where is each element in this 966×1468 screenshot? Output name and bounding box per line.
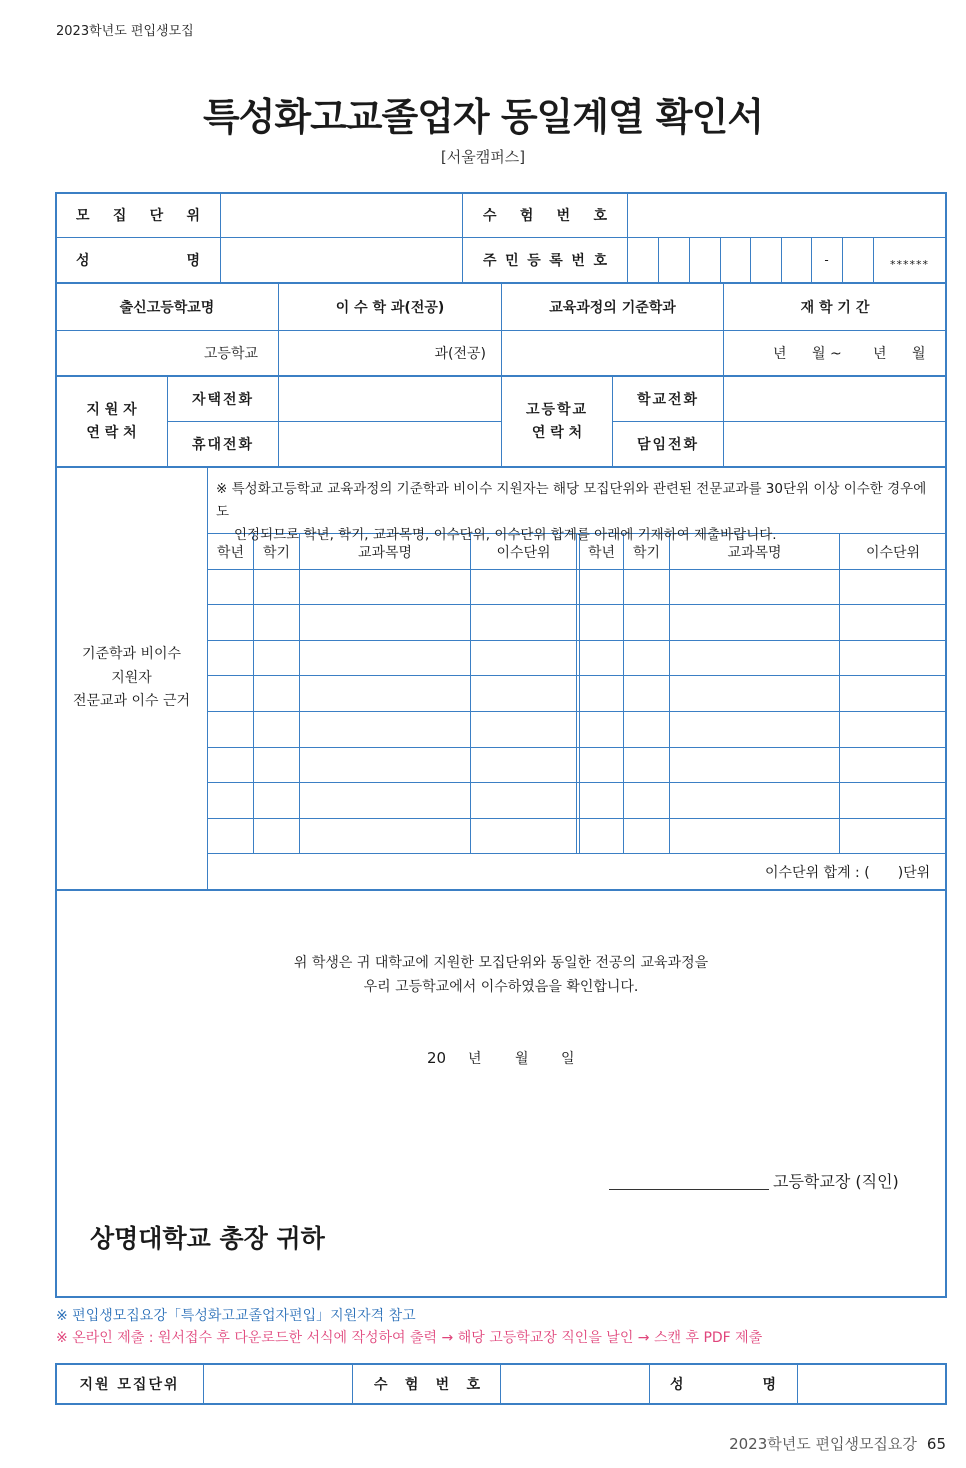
principal-label: 고등학교장 (직인) [773, 1171, 899, 1191]
campus-label: [서울캠퍼스] [440, 148, 526, 166]
resident-no-label: 주 민 등 록 번 호 [483, 253, 607, 269]
col-period-header: 재 학 기 간 [800, 300, 870, 316]
principal-signature-line[interactable] [609, 1189, 769, 1190]
name-label: 성 명 [76, 253, 200, 269]
col-dept-header: 이 수 학 과(전공) [335, 300, 445, 316]
date-20: 20 [427, 1049, 447, 1067]
resident-no-dash: - [824, 253, 829, 267]
col-units-header: 이수단위 [496, 544, 551, 561]
col-subject-header: 교과목명 [357, 544, 413, 561]
footnote-eligibility: ※ 편입생모집요강「특성화고교졸업자편입」지원자격 참고 [56, 1308, 416, 1324]
subject-entry-grid[interactable] [208, 570, 946, 853]
col-units-header-2: 이수단위 [865, 544, 921, 561]
period-month-2: 월 [912, 346, 926, 362]
exam-no-label: 수 험 번 호 [483, 208, 607, 224]
page-number: 65 [926, 1435, 946, 1453]
footnote-online-submit: ※ 온라인 제출 : 원서접수 후 다운로드한 서식에 작성하여 출력 → 해당 고등학교장 직인을 날인 → 스캔 후 PDF 제출 [56, 1330, 763, 1346]
col-school-header: 출신고등학교명 [119, 300, 215, 316]
bottom-recruit-label: 지원 모집단위 [79, 1377, 180, 1393]
resident-no-mask: ****** [890, 257, 929, 271]
school-name-field[interactable]: 고등학교 [203, 346, 258, 362]
bottom-name-label: 성 명 [670, 1377, 776, 1393]
bottom-recruit-field[interactable] [204, 1364, 352, 1404]
page-title: 특성화고교졸업자 동일계열 확인서 [202, 95, 764, 139]
addressee: 상명대학교 총장 귀하 [90, 1224, 325, 1253]
col-std-dept-header: 교육과정의 기준학과 [549, 300, 676, 316]
date-year: 년 [468, 1051, 482, 1067]
home-phone-field[interactable] [279, 377, 501, 421]
basis-label: 기준학과 비이수 지원자 전문교과 이수 근거 [72, 646, 191, 710]
dept-field[interactable]: 과(전공) [434, 346, 486, 362]
recruit-unit-label: 모 집 단 위 [76, 208, 200, 224]
std-dept-field[interactable] [502, 331, 723, 375]
col-semester-header-2: 학기 [632, 544, 661, 561]
teacher-phone-label: 담임전화 [636, 437, 700, 453]
school-phone-label: 학교전화 [636, 392, 700, 408]
total-units: 이수단위 합계 : ( )단위 [765, 865, 931, 881]
col-subject-header-2: 교과목명 [727, 544, 782, 561]
recruit-unit-field[interactable] [221, 193, 462, 237]
mobile-phone-field[interactable] [279, 422, 501, 466]
school-contact-label: 고등학교 연 락 처 [525, 401, 589, 441]
applicant-contact-label: 지 원 자 연 락 처 [86, 401, 137, 441]
bottom-name-field[interactable] [798, 1364, 946, 1404]
col-grade-header: 학년 [216, 544, 245, 561]
period-month-1: 월 ~ [812, 346, 842, 362]
mobile-phone-label: 휴대전화 [191, 437, 255, 453]
period-year-2: 년 [873, 346, 887, 362]
page-header: 2023학년도 편입생모집 [56, 24, 194, 39]
col-grade-header-2: 학년 [587, 544, 616, 561]
exam-no-field[interactable] [628, 193, 946, 237]
page-footer: 2023학년도 편입생모집요강 65 [729, 1435, 946, 1453]
bottom-exam-no-label: 수 험 번 호 [374, 1377, 480, 1393]
school-phone-field[interactable] [724, 377, 946, 421]
teacher-phone-field[interactable] [724, 422, 946, 466]
col-semester-header: 학기 [262, 544, 291, 561]
home-phone-label: 자택전화 [191, 392, 255, 408]
date-day: 일 [561, 1051, 575, 1067]
basis-note: ※ 특성화고등학교 교육과정의 기준학과 비이수 지원자는 해당 모집단위와 관련된 전문교과를 30단위 이상 이수한 경우에도 인정되므로 학년, 학기, 교과목명, 이수단위, 이수단위 합계를 아래에 기재하여 제출바랍니다. [216, 481, 927, 543]
name-field[interactable] [221, 238, 462, 282]
confirm-text: 위 학생은 귀 대학교에 지원한 모집단위와 동일한 전공의 교육과정을 우리 고등학교에서 이수하였음을 확인합니다. [293, 955, 709, 995]
bottom-exam-no-field[interactable] [501, 1364, 649, 1404]
period-year-1: 년 [773, 346, 787, 362]
date-month: 월 [515, 1051, 529, 1067]
